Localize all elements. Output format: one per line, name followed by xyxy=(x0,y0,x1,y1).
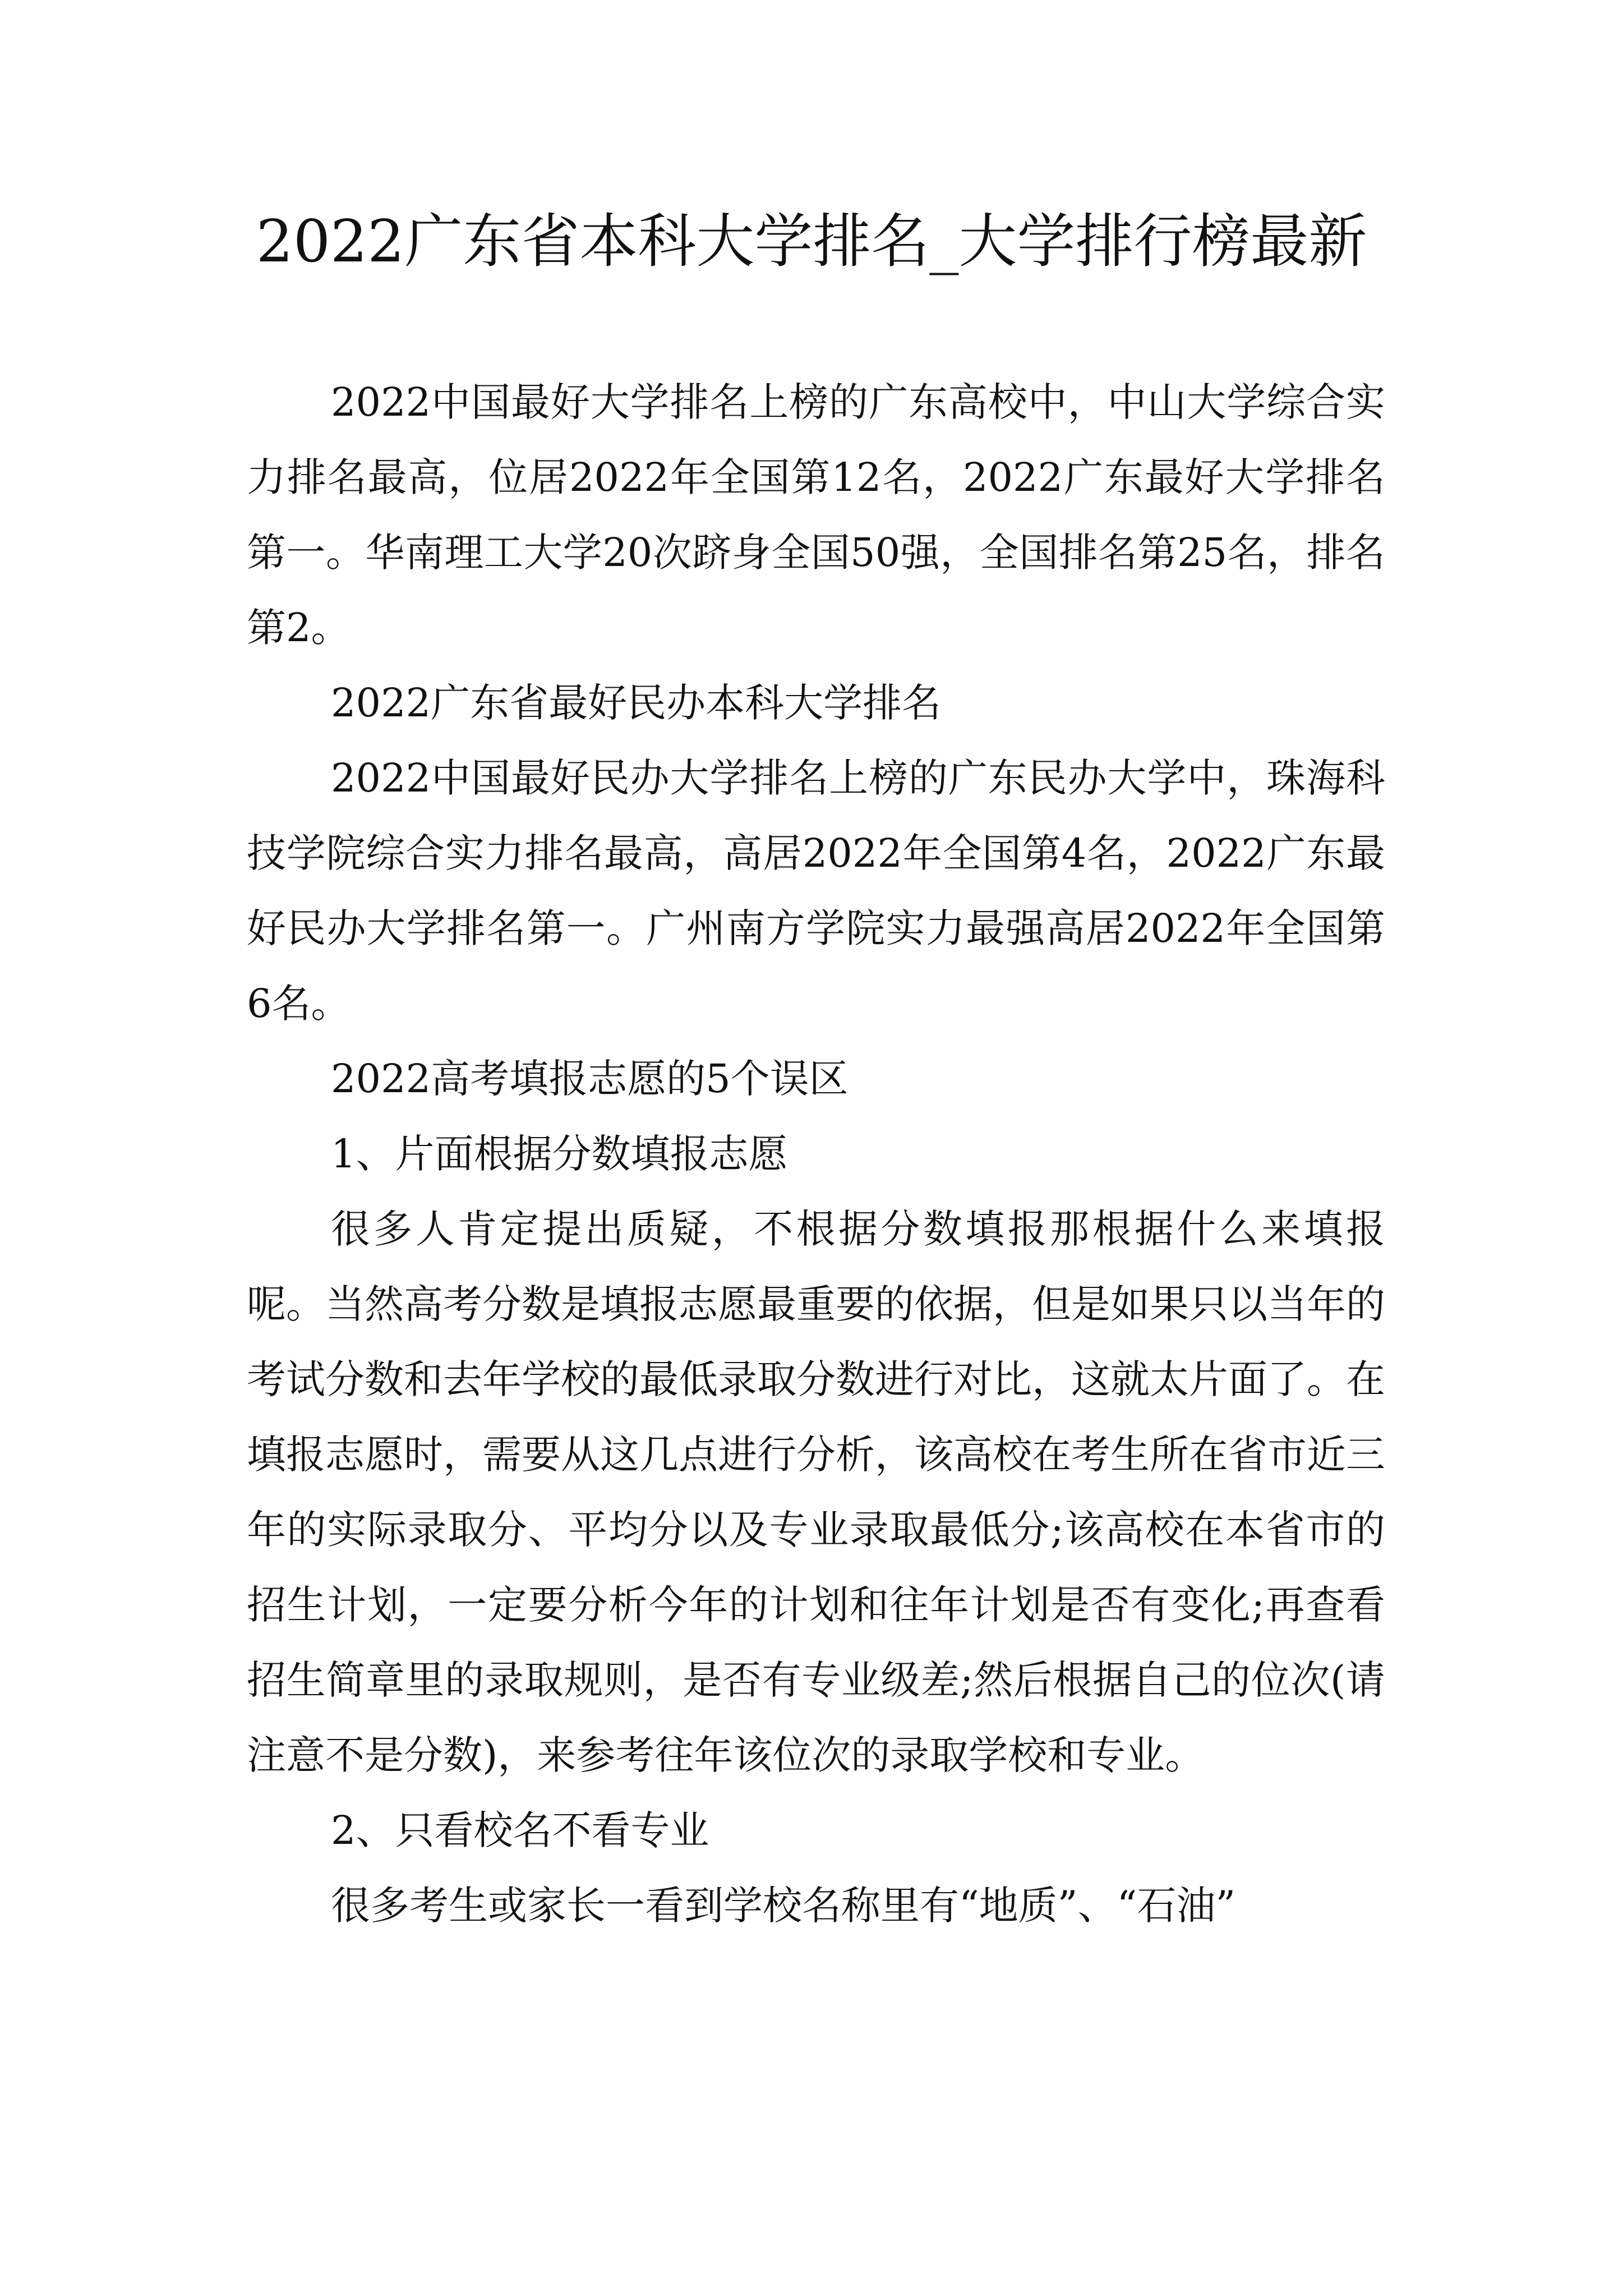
document-body xyxy=(247,365,1385,1943)
document-title: 2022广东省本科大学排名_大学排行榜最新 xyxy=(256,207,1367,275)
paragraph-private-ranking: 2022中国最好民办大学排名上榜的广东民办大学中，珠海科技学院综合实力排名最高，高居2022年全国第4名，2022广东最好民办大学排名第一。广州南方学院实力最强高居2022年全国第6名。 xyxy=(247,755,1385,1027)
paragraph-mistake-2: 很多考生或家长一看到学校名称里有“地质”、“石油” xyxy=(331,1883,1236,1929)
heading-mistake-1: 1、片面根据分数填报志愿 xyxy=(331,1131,788,1177)
paragraph-ranking-intro: 2022中国最好大学排名上榜的广东高校中，中山大学综合实力排名最高，位居2022年全国第12名，2022广东最好大学排名第一。华南理工大学20次跻身全国50强，全国排名第25名，排名第2。 xyxy=(247,379,1385,651)
heading-mistake-2: 2、只看校名不看专业 xyxy=(331,1807,709,1853)
heading-private-ranking: 2022广东省最好民办本科大学排名 xyxy=(331,680,942,726)
paragraph-mistake-1: 很多人肯定提出质疑，不根据分数填报那根据什么来填报呢。当然高考分数是填报志愿最重要的依据，但是如果只以当年的考试分数和去年学校的最低录取分数进行对比，这就太片面了。在填报志愿时，需要从这几点进行分析，该高校在考生所在省市近三年的实际录取分、平均分以及专业录取最低分;该高校在本省市的招生计划，一定要分析今年的计划和往年计划是否有变化;再查看招生简章里的录取规则，是否有专业级差;然后根据自己的位次(请注意不是分数)，来参考往年该位次的录取学校和专业。 xyxy=(247,1206,1385,1778)
heading-five-mistakes: 2022高考填报志愿的5个误区 xyxy=(331,1056,849,1102)
